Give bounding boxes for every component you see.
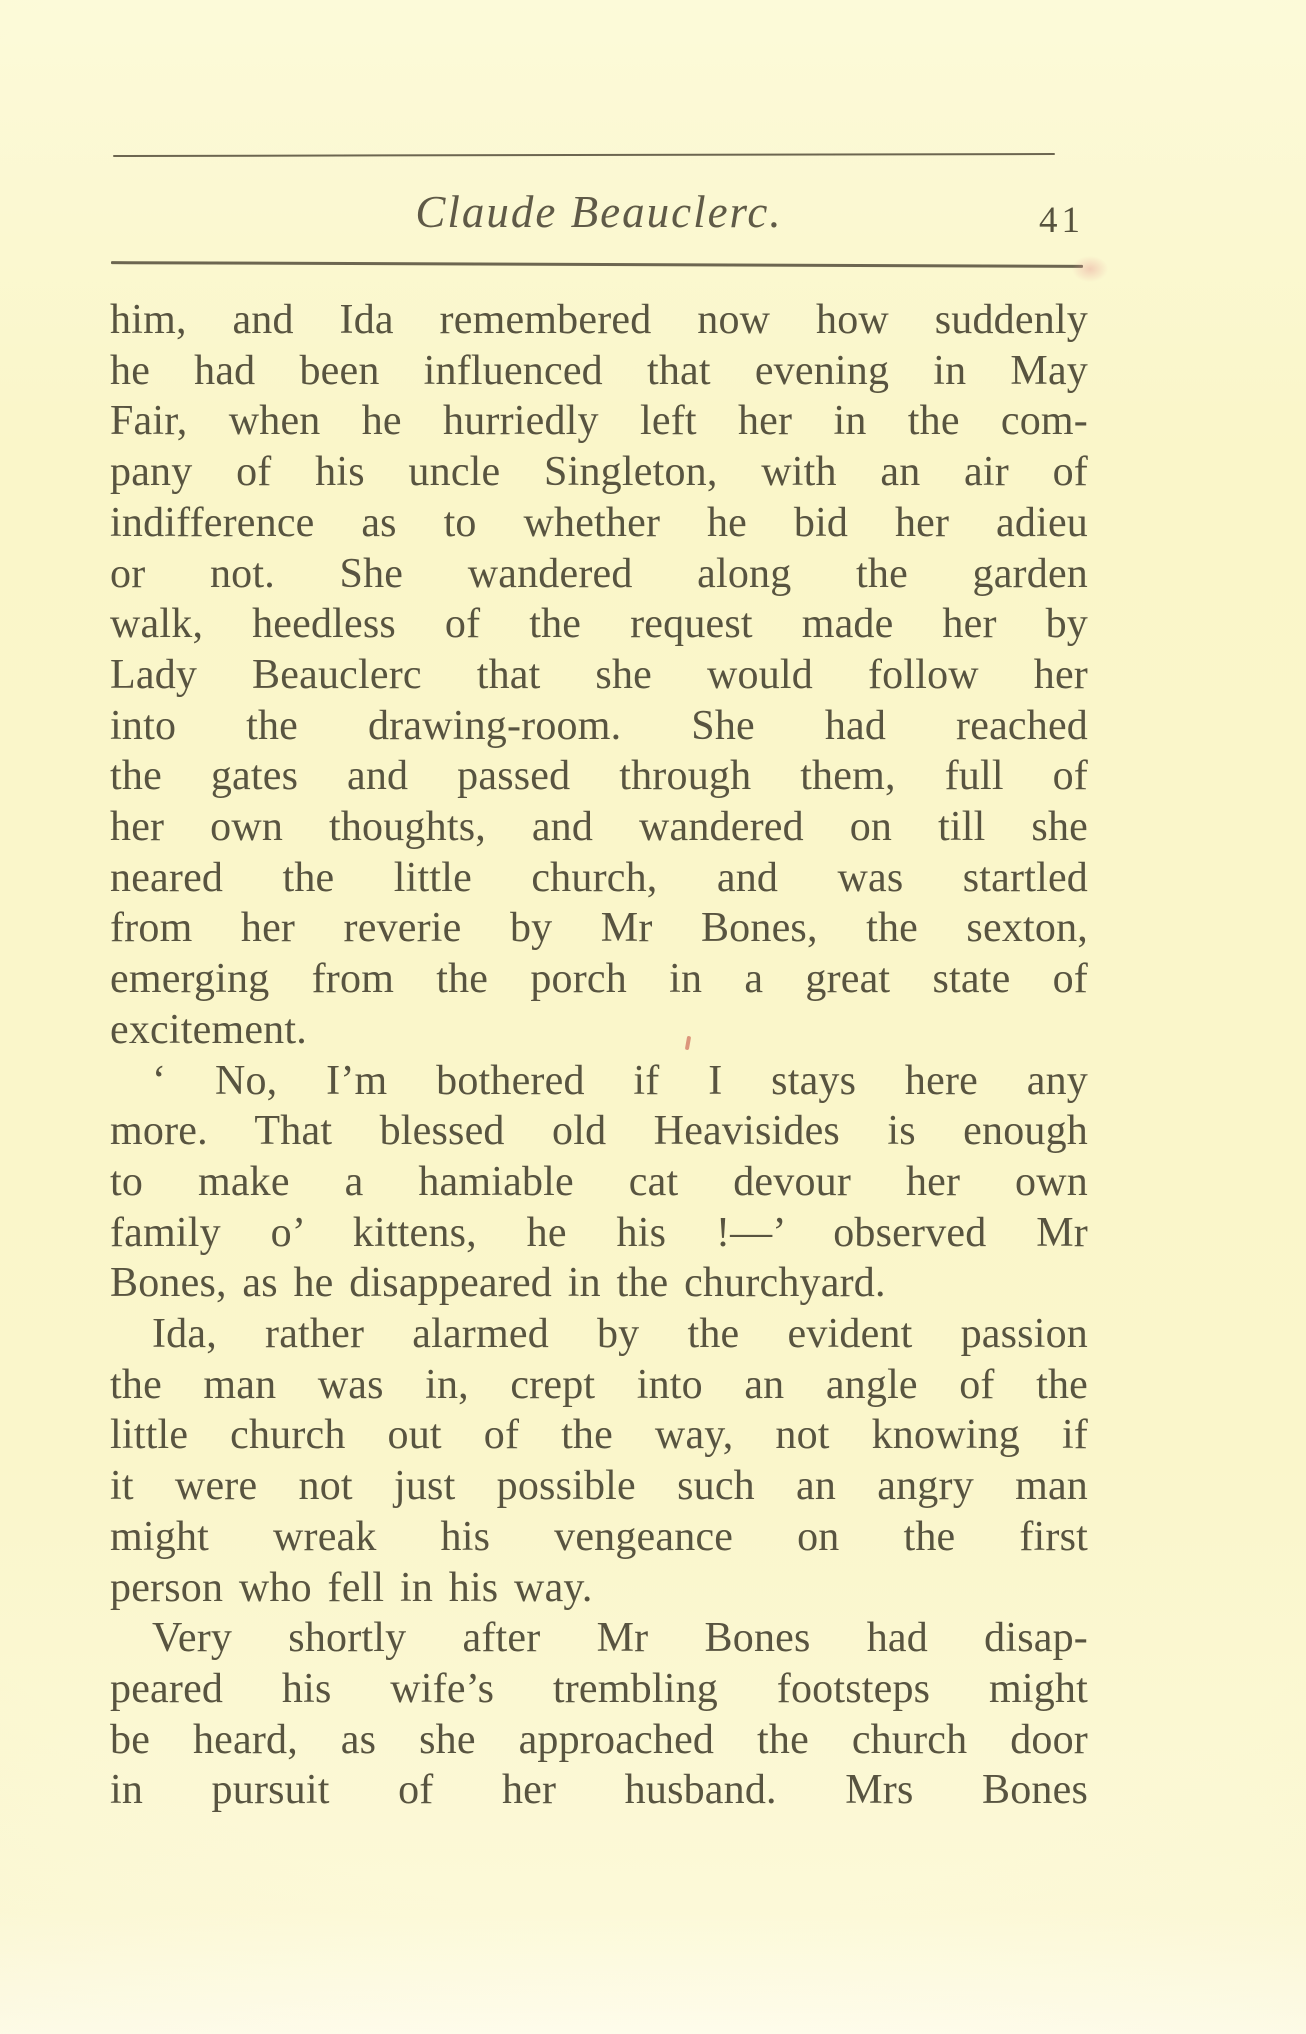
text-line: be heard, as she approached the church door: [110, 1716, 1088, 1763]
text-line: the gates and passed through them, full of: [110, 753, 1088, 800]
text-line: he had been influenced that evening in May: [110, 347, 1088, 394]
text-line: the man was in, crept into an angle of the: [110, 1361, 1088, 1408]
text-line: her own thoughts, and wandered on till she: [110, 804, 1088, 851]
text-line: might wreak his vengeance on the first: [110, 1513, 1088, 1560]
text-line: little church out of the way, not knowing if: [110, 1412, 1088, 1459]
text-line: family o’ kittens, he his !—’ observed Mr: [110, 1209, 1088, 1256]
text-line: to make a hamiable cat devour her own: [110, 1158, 1088, 1205]
text-line: emerging from the porch in a great state of: [110, 956, 1088, 1003]
text-line: Lady Beauclerc that she would follow her: [110, 651, 1088, 698]
running-head-title: Claude Beauclerc.: [415, 187, 783, 237]
text-line: Ida, rather alarmed by the evident passion: [152, 1311, 1088, 1358]
running-head: [110, 186, 1088, 246]
header-rule-top: [113, 153, 1055, 157]
text-line: neared the little church, and was startled: [110, 854, 1088, 901]
text-line: excitement.: [110, 1006, 307, 1053]
text-line: in pursuit of her husband. Mrs Bones: [110, 1767, 1088, 1814]
text-line: him, and Ida remembered now how suddenly: [110, 297, 1088, 343]
page-body: [110, 295, 1088, 1816]
text-line: indifference as to whether he bid her adieu: [110, 499, 1088, 546]
scan-stain: [1072, 256, 1108, 282]
text-line: or not. She wandered along the garden: [110, 550, 1088, 597]
text-line: from her reverie by Mr Bones, the sexton,: [110, 905, 1088, 952]
header-rule-bottom: [111, 261, 1083, 268]
text-line: into the drawing-room. She had reached: [110, 702, 1088, 749]
text-line: walk, heedless of the request made her by: [110, 601, 1088, 648]
text-line: ‘ No, I’m bothered if I stays here any: [152, 1057, 1088, 1104]
text-line: Fair, when he hurriedly left her in the com-: [110, 398, 1088, 445]
text-line: Bones, as he disappeared in the churchyard.: [110, 1260, 886, 1307]
page-number: 41: [1039, 200, 1084, 241]
text-line: peared his wife’s trembling footsteps might: [110, 1665, 1088, 1712]
text-line: person who fell in his way.: [110, 1564, 593, 1611]
text-line: Very shortly after Mr Bones had disap-: [152, 1615, 1088, 1662]
text-line: more. That blessed old Heavisides is enough: [110, 1108, 1088, 1155]
text-line: it were not just possible such an angry man: [110, 1463, 1088, 1510]
text-line: pany of his uncle Singleton, with an air of: [110, 449, 1088, 496]
